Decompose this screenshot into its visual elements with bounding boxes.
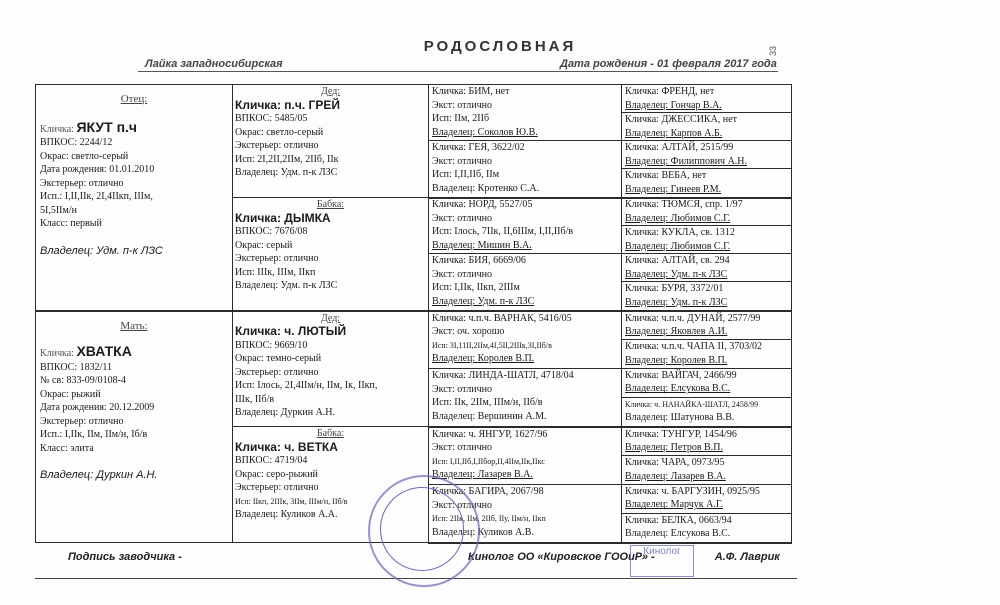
gp-vpkos: ВПКОС: 9669/10 bbox=[235, 339, 308, 351]
gp-exterior: Экстерьер: отлично bbox=[235, 366, 319, 378]
ggp-owner: Владелец: Мишин В.А. bbox=[432, 239, 532, 251]
gp-tests: Исп: IIкп, 2IIIк, 3IIм, IIIм/н, IIб/в bbox=[235, 496, 348, 506]
gggp-owner: Владелец: Елсукова В.С. bbox=[625, 528, 731, 540]
sire-class: Класс: первый bbox=[40, 218, 102, 229]
gggp-owner: Владелец: Любимов С.Г. bbox=[625, 212, 731, 224]
gp-owner: Владелец: Удм. п-к ЛЗС bbox=[235, 280, 338, 291]
gp-vpkos: ВПКОС: 5485/05 bbox=[235, 113, 308, 124]
ggp-exterior: Экст: отлично bbox=[432, 99, 493, 111]
gp-name: Кличка: ч. ВЕТКА bbox=[235, 439, 338, 454]
gggp-owner: Владелец: Елсукова В.С. bbox=[625, 383, 731, 395]
gp-title: Бабка: bbox=[316, 199, 345, 210]
gggp-name: Кличка: ТЮМСЯ, спр. 1/97 bbox=[625, 199, 743, 210]
ggp-tests: Исп: Iлось, 7IIк, II,6IIIм, I,II,IIб/в bbox=[432, 226, 574, 237]
ggp-name: Кличка: ЛИНДА-ШАТЛ, 4718/04 bbox=[432, 370, 574, 381]
dam-cell bbox=[36, 311, 233, 543]
ggp-owner: Владелец: Удм. п-к ЛЗС bbox=[432, 295, 535, 307]
gp-owner: Владелец: Удм. п-к ЛЗС bbox=[235, 167, 338, 178]
ggp-owner: Владелец: Куликов А.В. bbox=[432, 526, 534, 538]
ggp-name: Кличка: ч. ЯНГУР, 1627/96 bbox=[432, 428, 548, 440]
dam-title: Мать: bbox=[120, 319, 148, 332]
ggp-name: Кличка: БИМ, нет bbox=[432, 86, 510, 97]
gggp-name: Кличка: АЛТАЙ, 2515/99 bbox=[625, 142, 734, 154]
gggp-pair-0 bbox=[622, 85, 792, 198]
gp-color: Окрас: светло-серый bbox=[235, 126, 324, 138]
gggp-quad-3 bbox=[622, 427, 792, 543]
gp-name: Кличка: ч. ЛЮТЫЙ bbox=[235, 324, 347, 338]
gp-color: Окрас: серый bbox=[235, 239, 293, 251]
ggp-tests: Исп: 2IIк, IIм, 2IIб, IIу, IIм/н, IIкп bbox=[432, 514, 546, 523]
gggp-name: Кличка: АЛТАЙ, св. 294 bbox=[625, 255, 730, 267]
sire-cell bbox=[36, 85, 233, 311]
ggp-name: Кличка: НОРД, 5527/05 bbox=[432, 199, 533, 210]
ggp-tests: Исп: I,II,IIб, IIм bbox=[432, 169, 500, 181]
gggp-name: Кличка: ч.п.ч. ЧАПА II, 3703/02 bbox=[625, 341, 762, 353]
kinologist-stamp: Кинолог bbox=[630, 545, 694, 577]
gggp-name: Кличка: БЕЛКА, 0663/94 bbox=[625, 514, 732, 526]
dam-certificate: № св: 833-09/0108-4 bbox=[40, 375, 126, 386]
gggp-name: Кличка: ТУНГУР, 1454/96 bbox=[625, 428, 737, 440]
gp-exterior: Экстерьер: отлично bbox=[235, 140, 319, 151]
gggp-name: Кличка: ЧАРА, 0973/95 bbox=[625, 457, 725, 469]
ggp-exterior: Экст: отлично bbox=[432, 499, 493, 511]
birth-date-label: Дата рождения - 01 февраля 2017 года bbox=[560, 58, 777, 70]
sire-vpkos: ВПКОС: 2244/12 bbox=[40, 137, 113, 148]
kinologist-name: А.Ф. Лаврик bbox=[714, 551, 780, 563]
ggp-owner: Владелец: Лазарев В.А. bbox=[432, 469, 533, 480]
gggp-name: Кличка: ДЖЕССИКА, нет bbox=[625, 114, 737, 126]
gp-title: Бабка: bbox=[316, 428, 345, 439]
gp-color: Окрас: темно-серый bbox=[235, 353, 322, 364]
gggp-owner: Владелец: Марчук А.Г. bbox=[625, 499, 724, 511]
page-number: 33 bbox=[768, 45, 779, 57]
sire-tests-2: 5I,5IIм/н bbox=[40, 204, 77, 216]
gp-tests-2: IIIк, IIб/в bbox=[235, 393, 275, 405]
gp-color: Окрас: серо-рыжий bbox=[235, 468, 318, 480]
gggp-name: Кличка: ВЕБА, нет bbox=[625, 170, 707, 182]
gp-cell-1 bbox=[233, 198, 429, 311]
gggp-owner: Владелец: Шатунова В.В. bbox=[625, 412, 735, 424]
dam-class: Класс: элита bbox=[40, 442, 94, 454]
gggp-owner: Владелец: Удм. п-к ЛЗС bbox=[625, 268, 728, 280]
gggp-owner: Владелец: Любимов С.Г. bbox=[625, 240, 731, 252]
gp-title: Дед: bbox=[320, 86, 341, 97]
gggp-owner: Владелец: Яковлев А.И. bbox=[625, 326, 728, 337]
gggp-name: Кличка: ч. НАНАЙКА-ШАТЛ, 2458/99 bbox=[625, 399, 759, 409]
dam-color: Окрас: рыжий bbox=[40, 388, 101, 400]
ggp-exterior: Экст: отлично bbox=[432, 442, 493, 453]
ggp-exterior: Экст: оч. хорошо bbox=[432, 326, 505, 337]
ggp-tests: Исп: 3I,11II,2IIм,4I,5II,2IIIк,3I,IIб/в bbox=[432, 340, 552, 350]
gggp-owner: Владелец: Филиппович А.Н. bbox=[625, 155, 748, 167]
gp-exterior: Экстерьер: отлично bbox=[235, 253, 319, 264]
gggp-name: Кличка: ВАЙГАЧ, 2466/99 bbox=[625, 369, 737, 381]
sire-name: ЯКУТ п.ч bbox=[76, 118, 138, 135]
gggp-owner: Владелец: Гинеев Р.М. bbox=[625, 183, 722, 195]
sire-dob: Дата рождения: 01.01.2010 bbox=[40, 164, 155, 175]
ggp-tests: Исп: IIм, 2IIб bbox=[432, 113, 490, 124]
sire-title: Отец: bbox=[120, 93, 148, 105]
dam-exterior: Экстерьер: отлично bbox=[40, 415, 124, 427]
ggp-tests: Исп: I,II,IIб,I,IIбор,II,4IIм,IIк,IIкс bbox=[432, 456, 545, 466]
gggp-name: Кличка: КУКЛА, св. 1312 bbox=[625, 227, 735, 239]
ggp-name: Кличка: ч.п.ч. ВАРНАК, 5416/05 bbox=[432, 312, 572, 324]
dam-dob: Дата рождения: 20.12.2009 bbox=[40, 402, 155, 413]
ggp-cell-4 bbox=[429, 311, 622, 427]
gp-cell-2 bbox=[233, 311, 429, 427]
gggp-quad-1 bbox=[622, 198, 792, 311]
ggp-exterior: Экст: отлично bbox=[432, 383, 493, 395]
sire-owner: Владелец: Удм. п-к ЛЗС bbox=[40, 244, 163, 257]
gp-title: Дед: bbox=[320, 312, 341, 324]
dam-tests: Исп.: I,IIк, IIм, IIм/н, Iб/в bbox=[40, 429, 148, 440]
gggp-owner: Владелец: Карпов А.Б. bbox=[625, 127, 723, 139]
gggp-quad-2 bbox=[622, 311, 792, 427]
header-rule bbox=[138, 71, 778, 72]
sire-exterior: Экстерьер: отлично bbox=[40, 177, 124, 189]
kinologist-org: Кинолог ОО «Кировское ГООиР» - bbox=[468, 551, 655, 563]
ggp-exterior: Экст: отлично bbox=[432, 212, 493, 224]
gp-cell-0 bbox=[233, 85, 429, 198]
ggp-name: Кличка: ГЕЯ, 3622/02 bbox=[432, 142, 525, 154]
ggp-name: Кличка: БИЯ, 6669/06 bbox=[432, 255, 526, 267]
gp-owner: Владелец: Дуркин А.Н. bbox=[235, 407, 336, 418]
gp-exterior: Экстерьер: отлично bbox=[235, 482, 319, 493]
sire-name-label: Кличка: bbox=[40, 123, 74, 135]
sire-color: Окрас: светло-серый bbox=[40, 150, 129, 162]
gggp-name: Кличка: ч.п.ч. ДУНАЙ, 2577/99 bbox=[625, 312, 761, 324]
gp-tests: Исп: Iлось, 2I,4IIм/н, IIм, Iк, IIкп, bbox=[235, 380, 378, 391]
pedigree-table bbox=[35, 84, 792, 544]
gggp-owner: Владелец: Королев В.П. bbox=[625, 354, 728, 366]
gp-vpkos: ВПКОС: 7676/08 bbox=[235, 226, 308, 237]
gp-tests: Исп: 2I,2II,2IIм, 2IIб, IIк bbox=[235, 153, 339, 165]
ggp-name: Кличка: БАГИРА, 2067/98 bbox=[432, 486, 544, 497]
ggp-cell-2 bbox=[429, 198, 622, 311]
ggp-exterior: Экст: отлично bbox=[432, 155, 493, 167]
gggp-name: Кличка: ФРЕНД, нет bbox=[625, 86, 715, 97]
breeder-signature-label: Подпись заводчика - bbox=[68, 551, 182, 563]
breed-label: Лайка западносибирская bbox=[145, 58, 283, 70]
kinologist-label bbox=[468, 551, 780, 563]
dam-owner: Владелец: Дуркин А.Н. bbox=[40, 469, 158, 481]
gggp-owner: Владелец: Петров В.П. bbox=[625, 442, 723, 453]
ggp-owner: Владелец: Соколов Ю.В. bbox=[432, 126, 538, 138]
document-title: РОДОСЛОВНАЯ bbox=[423, 38, 577, 55]
gp-name: Кличка: ДЫМКА bbox=[235, 210, 331, 225]
round-seal-inner bbox=[380, 487, 464, 571]
ggp-tests: Исп: I,IIк, IIкп, 2IIIм bbox=[432, 282, 520, 294]
dam-name-label: Кличка: bbox=[40, 348, 74, 359]
gggp-owner: Владелец: Лазарев В.А. bbox=[625, 470, 726, 482]
ggp-exterior: Экст: отлично bbox=[432, 268, 493, 280]
gggp-owner: Владелец: Удм. п-к ЛЗС bbox=[625, 296, 728, 308]
gggp-name: Кличка: ч. БАРГУЗИН, 0925/95 bbox=[625, 485, 760, 497]
sire-tests: Исп.: I,II,IIк, 2I,4IIкп, IIIм, bbox=[40, 191, 153, 202]
dam-vpkos: ВПКОС: 1832/11 bbox=[40, 361, 113, 373]
ggp-owner: Владелец: Кротенко С.А. bbox=[432, 182, 540, 194]
gp-tests: Исп: IIIк, IIIм, IIкп bbox=[235, 266, 316, 278]
ggp-owner: Владелец: Королев В.П. bbox=[432, 353, 535, 364]
gggp-name: Кличка: БУРЯ, 3372/01 bbox=[625, 283, 724, 295]
gggp-owner: Владелец: Гончар В.А. bbox=[625, 99, 722, 111]
dam-name: ХВАТКА bbox=[76, 343, 132, 359]
gp-name: Кличка: п.ч. ГРЕЙ bbox=[235, 97, 340, 112]
ggp-cell-0 bbox=[429, 85, 622, 198]
gp-vpkos: ВПКОС: 4719/04 bbox=[235, 455, 308, 466]
ggp-tests: Исп: IIк, 2IIм, IIIм/н, IIб/в bbox=[432, 397, 543, 408]
ggp-owner: Владелец: Вершинин А.М. bbox=[432, 410, 547, 422]
gp-owner: Владелец: Куликов А.А. bbox=[235, 509, 338, 520]
